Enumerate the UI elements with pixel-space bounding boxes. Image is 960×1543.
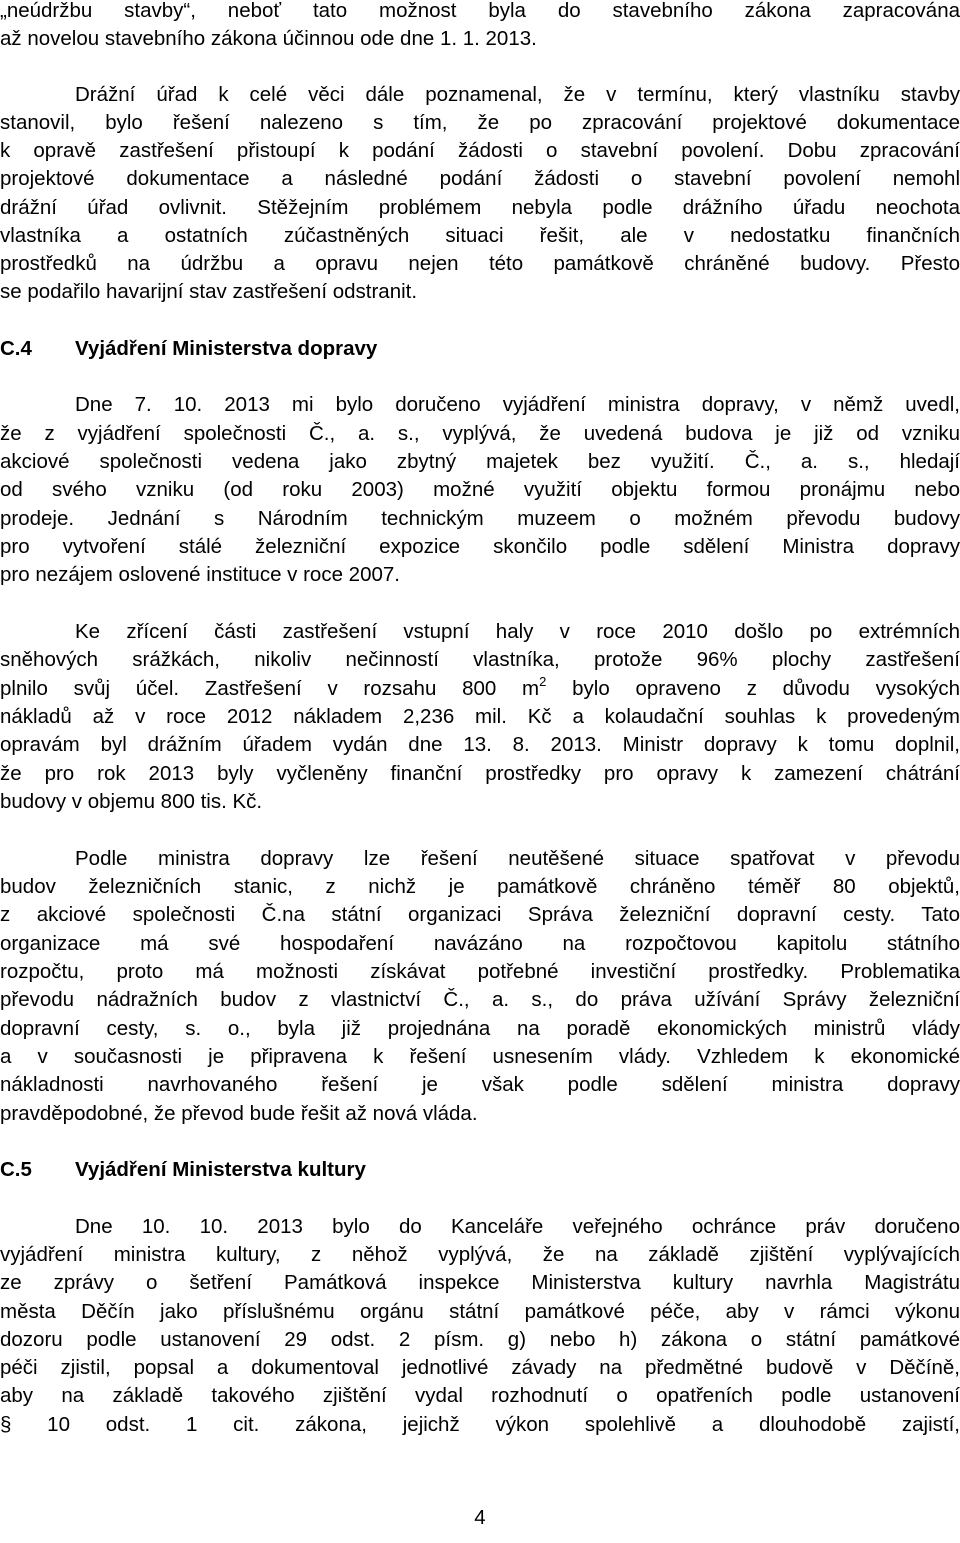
text-line: města Děčín jako příslušnému orgánu státní památkové péče, aby v rámci výkonu (0, 1300, 960, 1323)
text-span: bylo opraveno z důvodu vysokých (546, 677, 960, 700)
section-title: Vyjádření Ministerstva kultury (75, 1158, 366, 1181)
text-line: převodu nádražních budov z vlastnictví Č., a. s., do práva užívání Správy železniční (0, 988, 960, 1011)
text-line: Podle ministra dopravy lze řešení neutěšené situace spatřovat v převodu (75, 847, 960, 870)
page-number: 4 (474, 1506, 486, 1529)
text-line: sněhových srážkách, nikoliv nečinností vlastníka, protože 96% plochy zastřešení (0, 648, 960, 671)
text-line: projektové dokumentace a následné podání žádosti o stavební povolení nemohl (0, 167, 960, 190)
section-number: C.4 (0, 337, 32, 360)
text-line: prostředků na údržbu a opravu nejen této památkově chráněné budovy. Přesto (0, 252, 960, 275)
text-line: drážní úřad ovlivnit. Stěžejním problémem nebyla podle drážního úřadu neochota (0, 196, 960, 219)
text-line: až novelou stavebního zákona účinnou ode dne 1. 1. 2013. (0, 27, 537, 50)
text-line: prodeje. Jednání s Národním technickým muzeem o možném převodu budovy (0, 507, 960, 530)
text-line: dozoru podle ustanovení 29 odst. 2 písm. g) nebo h) zákona o státní památkové (0, 1328, 960, 1351)
text-line: a v současnosti je připravena k řešení usnesením vlády. Vzhledem k ekonomické (0, 1045, 960, 1068)
text-line: od svého vzniku (od roku 2003) možné využití objektu formou pronájmu nebo (0, 478, 960, 501)
text-line: že z vyjádření společnosti Č., a. s., vyplývá, že uvedená budova je již od vzniku (0, 422, 960, 445)
text-line: vlastníka a ostatních zúčastněných situaci řešit, ale v nedostatku finančních (0, 224, 960, 247)
text-line: vyjádření ministra kultury, z něhož vyplývá, že na základě zjištění vyplývajících (0, 1243, 960, 1266)
text-line: stanovil, bylo řešení nalezeno s tím, že po zpracování projektové dokumentace (0, 111, 960, 134)
text-line: organizace má své hospodaření navázáno na rozpočtovou kapitolu státního (0, 932, 960, 955)
text-line: budovy v objemu 800 tis. Kč. (0, 790, 263, 813)
section-number: C.5 (0, 1158, 32, 1181)
superscript: 2 (539, 674, 547, 689)
text-line: nákladů až v roce 2012 nákladem 2,236 mil. Kč a kolaudační souhlas k provedeným (0, 705, 960, 728)
text-line: aby na základě takového zjištění vydal rozhodnutí o opatřeních podle ustanovení (0, 1384, 960, 1407)
text-line: budov železničních stanic, z nichž je památkově chráněno téměř 80 objektů, (0, 875, 960, 898)
text-line: pravděpodobné, že převod bude řešit až nová vláda. (0, 1102, 478, 1125)
text-line: Dne 10. 10. 2013 bylo do Kanceláře veřejného ochránce práv doručeno (75, 1215, 960, 1238)
text-line: pro vytvoření stálé železniční expozice skončilo podle sdělení Ministra dopravy (0, 535, 960, 558)
text-line: péči zjistil, popsal a dokumentoval jednotlivé závady na předmětné budově v Děčíně, (0, 1356, 960, 1379)
text-line: se podařilo havarijní stav zastřešení odstranit. (0, 280, 418, 303)
text-line: že pro rok 2013 byly vyčleněny finanční prostředky pro opravy k zamezení chátrání (0, 762, 960, 785)
text-line: akciové společnosti vedena jako zbytný majetek bez využití. Č., a. s., hledají (0, 450, 960, 473)
text-line: „neúdržbu stavby“, neboť tato možnost byla do stavebního zákona zapracována (0, 0, 960, 22)
text-line: ze zprávy o šetření Památková inspekce Ministerstva kultury navrhla Magistrátu (0, 1271, 960, 1294)
text-line: Drážní úřad k celé věci dále poznamenal, že v termínu, který vlastníku stavby (75, 83, 960, 106)
text-line: k opravě zastřešení přistoupí k podání žádosti o stavební povolení. Dobu zpracování (0, 139, 960, 162)
section-title: Vyjádření Ministerstva dopravy (75, 337, 378, 360)
text-line (0, 676, 960, 702)
text-line: Dne 7. 10. 2013 mi bylo doručeno vyjádření ministra dopravy, v němž uvedl, (75, 393, 960, 416)
text-line: § 10 odst. 1 cit. zákona, jejichž výkon spolehlivě a dlouhodobě zajistí, (0, 1413, 960, 1436)
text-line: pro nezájem oslovené instituce v roce 2007. (0, 563, 400, 586)
text-line: opravám byl drážním úřadem vydán dne 13. 8. 2013. Ministr dopravy k tomu doplnil, (0, 733, 960, 756)
text-line: rozpočtu, proto má možnosti získávat potřebné investiční prostředky. Problematika (0, 960, 960, 983)
text-line: nákladnosti navrhovaného řešení je však podle sdělení ministra dopravy (0, 1073, 960, 1096)
text-line: z akciové společnosti Č.na státní organizaci Správa železniční dopravní cesty. Tato (0, 903, 960, 926)
text-line: Ke zřícení části zastřešení vstupní haly v roce 2010 došlo po extrémních (75, 620, 960, 643)
text-line: dopravní cesty, s. o., byla již projednána na poradě ekonomických ministrů vlády (0, 1017, 960, 1040)
text-span: plnilo svůj účel. Zastřešení v rozsahu 800 m (0, 677, 540, 700)
